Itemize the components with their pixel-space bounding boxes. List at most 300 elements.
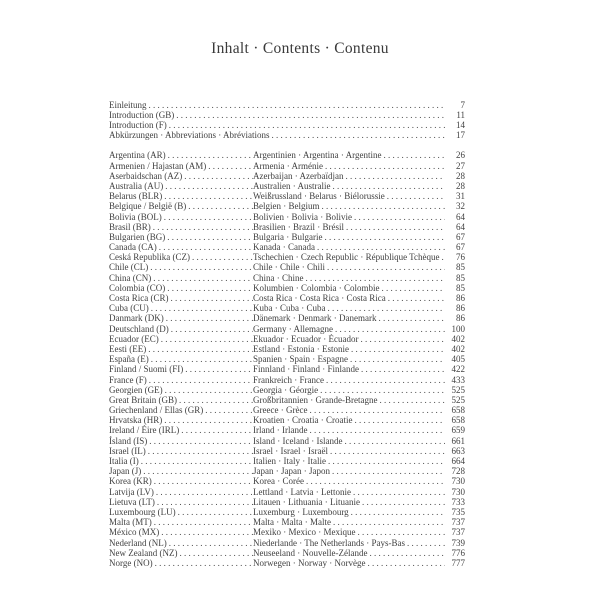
- toc-row: [109, 507, 465, 517]
- dot-leader: [182, 171, 253, 181]
- entry-country-name: Japan (J): [109, 466, 142, 477]
- dot-leader: [165, 232, 253, 242]
- dot-leader: [146, 446, 253, 456]
- entry-country-translations: Kroatien · Croatia · Croatie: [253, 415, 353, 426]
- entry-page-number: 422: [451, 364, 465, 375]
- entry-name-cell: [109, 375, 253, 385]
- dot-leader: [355, 527, 445, 537]
- entry-translations-cell: [253, 446, 445, 456]
- entry-page-number: 85: [456, 282, 465, 293]
- dot-leader: [331, 517, 445, 527]
- entry-translations-cell: [253, 283, 445, 293]
- entry-name-cell: [109, 344, 253, 354]
- entry-country-translations: Bolivien · Bolivia · Bolivie: [253, 211, 352, 222]
- toc-row: [109, 232, 465, 242]
- entry-name-cell: [109, 242, 253, 252]
- entry-translations-cell: [253, 538, 445, 548]
- entry-name-cell: [109, 181, 253, 191]
- entry-country-name: Chile (CL): [109, 262, 149, 273]
- dot-leader: [186, 201, 253, 211]
- entry-country-name: España (E): [109, 354, 149, 365]
- dot-leader: [352, 212, 445, 222]
- dot-leader: [269, 130, 445, 140]
- entry-page-number: 776: [451, 547, 465, 558]
- entry-name-cell: [109, 354, 253, 364]
- toc-row: [109, 466, 465, 476]
- entry-country-name: Deutschland (D): [109, 323, 169, 334]
- toc-row: [109, 364, 465, 374]
- toc-row: [109, 538, 465, 548]
- entry-translations-cell: [253, 527, 445, 537]
- entry-page-number: 658: [451, 405, 465, 416]
- entry-name-cell: [109, 262, 253, 272]
- entry-translations-cell: [253, 150, 445, 160]
- entry-page-number: 658: [451, 415, 465, 426]
- dot-leader: [149, 303, 253, 313]
- entry-country-name: Great Britain (GB): [109, 394, 177, 405]
- toc-row: [109, 385, 465, 395]
- dot-leader: [154, 487, 253, 497]
- entry-page-number: 28: [456, 180, 465, 191]
- dot-leader: [146, 344, 253, 354]
- dot-leader: [177, 548, 253, 558]
- entry-page-number: 17: [456, 130, 465, 141]
- dot-leader: [325, 303, 445, 313]
- entry-country-name: France (F): [109, 374, 147, 385]
- page-title: Inhalt · Contents · Contenu: [211, 40, 389, 57]
- entry-name-cell: [109, 150, 253, 160]
- entry-translations-cell: [253, 222, 445, 232]
- entry-country-name: Luxembourg (LU): [109, 506, 176, 517]
- dot-leader: [139, 456, 253, 466]
- toc-row: [109, 252, 465, 262]
- dot-leader: [153, 558, 253, 568]
- entry-country-name: Argentina (AR): [109, 150, 166, 161]
- toc-row: [109, 446, 465, 456]
- entry-country-translations: Argentinien · Argentina · Argentine: [253, 150, 382, 161]
- entry-label: Abkürzungen · Abbreviations · Abréviations: [109, 130, 270, 141]
- entry-country-translations: Belgien · Belgium: [253, 201, 320, 212]
- entry-country-name: Belarus (BLR): [109, 191, 163, 202]
- toc-row: [109, 181, 465, 191]
- entry-country-translations: Korea · Corée: [253, 476, 304, 487]
- dot-leader: [167, 120, 445, 130]
- dot-leader: [352, 415, 445, 425]
- entry-translations-cell: [253, 517, 445, 527]
- entry-translations-cell: [253, 201, 445, 211]
- entry-country-name: Aserbaidschan (AZ): [109, 170, 183, 181]
- toc-row: [109, 262, 465, 272]
- dot-leader: [342, 436, 445, 446]
- entry-page-number: 7: [460, 100, 465, 110]
- entry-translations-cell: [253, 548, 445, 558]
- entry-label: Introduction (F): [109, 120, 167, 131]
- entry-country-name: Korea (KR): [109, 476, 152, 487]
- entry-country-translations: Irland · Irlande: [253, 425, 308, 436]
- entry-name-cell: [109, 303, 253, 313]
- entry-page-number: 76: [456, 252, 465, 263]
- entry-country-name: Eesti (EE): [109, 343, 147, 354]
- entry-page-number: 433: [451, 374, 465, 385]
- entry-translations-cell: [253, 273, 445, 283]
- entry-page-number: 28: [456, 170, 465, 181]
- entry-country-translations: Costa Rica · Costa Rica · Costa Rica: [253, 293, 386, 303]
- dot-leader: [183, 364, 253, 374]
- dot-leader: [328, 446, 445, 456]
- entry-translations-cell: [253, 324, 445, 334]
- entry-country-name: Belgique / België (B): [109, 201, 187, 212]
- toc-row: [109, 212, 465, 222]
- entry-name-cell: [109, 415, 253, 425]
- entry-country-translations: Neuseeland · Nouvelle-Zélande: [253, 547, 368, 558]
- entry-translations-cell: [253, 425, 445, 435]
- dot-leader: [203, 405, 253, 415]
- entry-country-translations: Großbritannien · Grande-Bretagne: [253, 394, 378, 405]
- entry-page-number: 86: [456, 293, 465, 303]
- toc-row: [109, 324, 465, 334]
- entry-country-translations: Luxemburg · Luxembourg: [253, 506, 349, 517]
- dot-leader: [358, 334, 445, 344]
- entry-country-translations: Weißrussland · Belarus · Biélorussie: [253, 191, 385, 202]
- toc-row: [109, 405, 465, 415]
- entry-country-translations: Kuba · Cuba · Cuba: [253, 303, 326, 314]
- dot-leader: [330, 466, 445, 476]
- entry-country-translations: Bulgaria · Bulgarie: [253, 231, 323, 242]
- entry-translations-cell: [253, 476, 445, 486]
- entry-country-name: Israel (IL): [109, 445, 146, 456]
- dot-leader: [147, 100, 446, 110]
- entry-country-name: México (MX): [109, 527, 160, 538]
- dot-leader: [206, 161, 253, 171]
- toc-row: [109, 425, 465, 435]
- entry-page-number: 67: [456, 242, 465, 253]
- toc-row: [109, 487, 465, 497]
- entry-translations-cell: [253, 354, 445, 364]
- entry-country-translations: Azerbaijan · Azerbaïdjan: [253, 170, 344, 181]
- dot-leader: [165, 283, 253, 293]
- dot-leader: [155, 497, 253, 507]
- entry-country-translations: Kolumbien · Colombia · Colombie: [253, 282, 380, 293]
- entry-translations-cell: [253, 436, 445, 446]
- entry-name-cell: [109, 538, 253, 548]
- entry-country-name: China (CN): [109, 272, 152, 283]
- entry-name-cell: [109, 446, 253, 456]
- dot-leader: [147, 436, 253, 446]
- dot-leader: [304, 476, 445, 486]
- dot-leader: [141, 466, 253, 476]
- entry-page-number: 659: [451, 425, 465, 436]
- entry-translations-cell: [253, 232, 445, 242]
- entry-name-cell: [109, 201, 253, 211]
- dot-leader: [323, 161, 445, 171]
- dot-leader: [333, 324, 445, 334]
- entry-country-translations: Germany · Allemagne: [253, 323, 333, 334]
- dot-leader: [307, 425, 445, 435]
- entry-country-name: Nederland (NL): [109, 537, 167, 548]
- toc-row: [109, 171, 465, 181]
- entry-name-cell: [109, 405, 253, 415]
- entry-translations-cell: [253, 171, 445, 181]
- dot-leader: [151, 222, 253, 232]
- entry-page-number: 664: [451, 456, 465, 466]
- toc-row: [109, 303, 465, 313]
- entry-country-translations: Niederlande · The Netherlands · Pays-Bas: [253, 537, 406, 548]
- entry-translations-cell: [253, 242, 445, 252]
- entry-page-number: 663: [451, 445, 465, 456]
- dot-leader: [163, 181, 253, 191]
- entry-page-number: 730: [451, 486, 465, 497]
- entry-translations-cell: [253, 212, 445, 222]
- dot-leader: [349, 507, 445, 517]
- dot-leader: [176, 507, 253, 517]
- entry-page-number: 777: [451, 557, 465, 568]
- entry-name-cell: [109, 558, 253, 568]
- toc-row: [109, 222, 465, 232]
- entry-translations-cell: [253, 456, 445, 466]
- dot-leader: [148, 262, 253, 272]
- entry-country-translations: Armenia · Arménie: [253, 160, 323, 171]
- dot-leader: [343, 171, 445, 181]
- entry-page-number: 737: [451, 517, 465, 528]
- dot-leader: [147, 375, 253, 385]
- entry-translations-cell: [253, 303, 445, 313]
- entry-country-translations: Israel · Israel · Israël: [253, 445, 328, 456]
- entry-translations-cell: [253, 497, 445, 507]
- entry-name-cell: [109, 466, 253, 476]
- toc-row: [109, 344, 465, 354]
- entry-page-number: 733: [451, 496, 465, 507]
- entry-name-cell: [109, 436, 253, 446]
- entry-translations-cell: [253, 395, 445, 405]
- entry-page-number: 661: [451, 435, 465, 446]
- entry-country-name: Lietuva (LT): [109, 496, 155, 507]
- toc-row: [109, 242, 465, 252]
- entry-translations-cell: [253, 415, 445, 425]
- entry-country-name: Danmark (DK): [109, 313, 164, 324]
- country-list: [109, 150, 465, 568]
- entry-page-number: 27: [456, 160, 465, 171]
- dot-leader: [163, 385, 253, 395]
- entry-country-translations: Spanien · Spain · Espagne: [253, 354, 348, 365]
- entry-country-translations: Frankreich · France: [253, 374, 324, 385]
- entry-country-name: Australia (AU): [109, 180, 164, 191]
- entry-country-translations: Australien · Australie: [253, 180, 331, 191]
- entry-country-name: Costa Rica (CR): [109, 293, 169, 303]
- entry-page-number: 525: [451, 384, 465, 395]
- entry-country-name: Hrvatska (HR): [109, 415, 163, 426]
- entry-country-name: Malta (MT): [109, 517, 152, 528]
- intro-list: [109, 100, 465, 140]
- dot-leader: [405, 538, 445, 548]
- dot-leader: [152, 517, 253, 527]
- dot-leader: [326, 456, 445, 466]
- entry-name-cell: [109, 232, 253, 242]
- entry-name-cell: [109, 395, 253, 405]
- entry-country-name: New Zealand (NZ): [109, 547, 178, 558]
- toc-row: [109, 375, 465, 385]
- entry-label: Introduction (GB): [109, 110, 175, 121]
- toc-row: [109, 161, 465, 171]
- dot-leader: [385, 191, 445, 201]
- entry-page-number: 86: [456, 303, 465, 314]
- entry-country-name: Armenien / Hajastan (AM): [109, 160, 207, 171]
- dot-leader: [376, 313, 445, 323]
- dot-leader: [166, 150, 253, 160]
- entry-name-cell: [109, 191, 253, 201]
- entry-translations-cell: [253, 161, 445, 171]
- dot-leader: [179, 425, 253, 435]
- entry-translations-cell: [253, 487, 445, 497]
- dot-leader: [304, 273, 446, 283]
- toc-row: [109, 293, 465, 303]
- dot-leader: [348, 354, 445, 364]
- entry-name-cell: [109, 497, 253, 507]
- entry-name-cell: [109, 273, 253, 283]
- entry-country-translations: Greece · Grèce: [253, 405, 308, 416]
- entry-country-name: Colombia (CO): [109, 282, 166, 293]
- entry-name-cell: [109, 507, 253, 517]
- entry-page-number: 32: [456, 201, 465, 212]
- entry-translations-cell: [253, 405, 445, 415]
- dot-leader: [164, 313, 253, 323]
- entry-name-cell: [109, 487, 253, 497]
- entry-page-number: 85: [456, 272, 465, 283]
- entry-page-number: 11: [456, 110, 465, 121]
- dot-leader: [324, 375, 445, 385]
- dot-leader: [190, 252, 253, 262]
- entry-page-number: 86: [456, 313, 465, 324]
- entry-country-translations: Estland · Estonia · Estonie: [253, 343, 349, 354]
- entry-name-cell: [109, 283, 253, 293]
- entry-name-cell: [109, 385, 253, 395]
- toc-row: [109, 517, 465, 527]
- dot-leader: [169, 324, 253, 334]
- toc-row: [109, 191, 465, 201]
- entry-country-translations: Finnland · Finland · Finlande: [253, 364, 359, 375]
- dot-leader: [162, 415, 253, 425]
- entry-translations-cell: [253, 252, 445, 262]
- entry-country-name: Georgien (GE): [109, 384, 163, 395]
- toc-row: [109, 476, 465, 486]
- entry-name-cell: [109, 252, 253, 262]
- toc-row: [109, 354, 465, 364]
- dot-leader: [367, 548, 445, 558]
- entry-country-translations: Island · Iceland · Islande: [253, 435, 343, 446]
- entry-country-translations: Norwegen · Norway · Norvège: [253, 557, 366, 568]
- entry-name-cell: [109, 161, 253, 171]
- entry-country-name: Bulgarien (BG): [109, 231, 166, 242]
- toc-row: [109, 120, 465, 130]
- entry-translations-cell: [253, 385, 445, 395]
- entry-name-cell: [109, 313, 253, 323]
- entry-name-cell: [109, 212, 253, 222]
- dot-leader: [167, 538, 253, 548]
- entry-label: Einleitung: [109, 100, 147, 110]
- entry-country-name: Finland / Suomi (FI): [109, 364, 184, 375]
- toc-row: [109, 548, 465, 558]
- entry-name-cell: [109, 222, 253, 232]
- toc-row: [109, 100, 465, 110]
- entry-name-cell: [109, 527, 253, 537]
- entry-name-cell: [109, 171, 253, 181]
- dot-leader: [365, 558, 445, 568]
- entry-country-name: Ísland (IS): [109, 435, 148, 446]
- entry-country-translations: Japan · Japan · Japon: [253, 466, 330, 477]
- toc-row: [109, 283, 465, 293]
- dot-leader: [152, 476, 253, 486]
- entry-country-translations: Lettland · Latvia · Lettonie: [253, 486, 351, 497]
- dot-leader: [174, 110, 445, 120]
- entry-name-cell: [109, 456, 253, 466]
- entry-translations-cell: [253, 334, 445, 344]
- entry-country-name: Bolivia (BOL): [109, 211, 162, 222]
- toc-row: [109, 334, 465, 344]
- dot-leader: [159, 527, 253, 537]
- dot-leader: [162, 191, 253, 201]
- toc-row: [109, 273, 465, 283]
- dot-leader: [325, 262, 445, 272]
- toc-row: [109, 395, 465, 405]
- dot-leader: [162, 212, 253, 222]
- entry-country-translations: Brasilien · Brazil · Brésil: [253, 221, 344, 232]
- entry-page-number: 402: [451, 333, 465, 344]
- dot-leader: [177, 395, 253, 405]
- entry-country-translations: Mexiko · Mexico · Mexique: [253, 527, 356, 538]
- entry-name-cell: [109, 334, 253, 344]
- entry-page-number: 100: [451, 323, 465, 334]
- toc-row: [109, 201, 465, 211]
- entry-translations-cell: [253, 466, 445, 476]
- entry-page-number: 728: [451, 466, 465, 477]
- dot-leader: [381, 150, 445, 160]
- toc-row: [109, 130, 465, 140]
- entry-page-number: 85: [456, 262, 465, 273]
- entry-page-number: 730: [451, 476, 465, 487]
- entry-country-translations: Tschechien · Czech Republic · République Tchèque: [253, 252, 440, 263]
- entry-country-translations: Chile · Chile · Chili: [253, 262, 325, 273]
- toc-row: [109, 150, 465, 160]
- entry-page-number: 31: [456, 191, 465, 202]
- dot-leader: [349, 344, 445, 354]
- entry-country-name: Canada (CA): [109, 242, 157, 253]
- entry-page-number: 14: [456, 120, 465, 131]
- entry-country-translations: China · Chine: [253, 272, 304, 283]
- entry-page-number: 67: [456, 231, 465, 242]
- entry-translations-cell: [253, 181, 445, 191]
- entry-country-translations: Ekuador · Ecuador · Écuador: [253, 333, 359, 344]
- dot-leader: [359, 364, 445, 374]
- entry-page-number: 26: [456, 150, 465, 161]
- dot-leader: [377, 395, 445, 405]
- toc-row: [109, 313, 465, 323]
- toc-row: [109, 527, 465, 537]
- entry-country-translations: Italien · Italy · Italie: [253, 456, 326, 466]
- entry-translations-cell: [253, 375, 445, 385]
- dot-leader: [330, 181, 445, 191]
- entry-name-cell: [109, 293, 253, 303]
- entry-country-name: Ceská Republika (CZ): [109, 252, 190, 263]
- toc-row: [109, 456, 465, 466]
- entry-translations-cell: [253, 293, 445, 303]
- toc-row: [109, 497, 465, 507]
- entry-name-cell: [109, 517, 253, 527]
- toc-row: [109, 415, 465, 425]
- dot-leader: [351, 487, 445, 497]
- entry-country-translations: Litauen · Lithuania · Lituanie: [253, 496, 360, 507]
- entry-page-number: 402: [451, 343, 465, 354]
- entry-country-translations: Dänemark · Denmark · Danemark: [253, 313, 377, 324]
- dot-leader: [151, 273, 253, 283]
